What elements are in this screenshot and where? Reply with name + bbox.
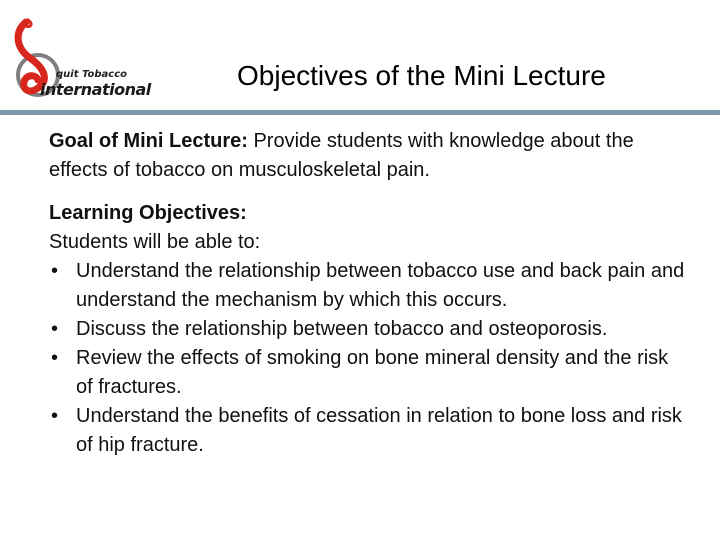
objective-text: Review the effects of smoking on bone mineral density and the risk of fractures. (76, 347, 669, 398)
objectives-heading: Learning Objectives: (49, 202, 247, 224)
objective-text: Understand the benefits of cessation in relation to bone loss and risk of hip fracture. (76, 405, 682, 456)
quit-tobacco-logo (8, 18, 168, 102)
bullet-glyph: • (51, 260, 59, 282)
objective-text: Understand the relationship between tobacco use and back pain and understand the mechanism by which this occurs. (76, 260, 685, 311)
header-divider (0, 110, 720, 115)
list-item (49, 344, 689, 402)
list-item (49, 402, 689, 460)
list-item (49, 315, 689, 344)
goal-text: Provide students with knowledge about the effects of tobacco on musculoskeletal pain. (49, 130, 634, 181)
logo-main-text: international (40, 80, 151, 99)
bullet-glyph: • (51, 405, 59, 427)
objectives-list (49, 257, 689, 460)
list-item (49, 257, 689, 315)
logo-top-text: quit Tobacco (56, 69, 128, 80)
bullet-glyph: • (51, 318, 59, 340)
goal-label: Goal of Mini Lecture: (49, 130, 248, 152)
objectives-intro: Students will be able to: (49, 231, 261, 253)
goal-paragraph (49, 127, 689, 185)
bullet-glyph: • (51, 347, 59, 369)
slide-content (49, 127, 689, 460)
objective-text: Discuss the relationship between tobacco and osteoporosis. (76, 318, 608, 340)
slide-title: Objectives of the Mini Lecture (237, 60, 606, 91)
